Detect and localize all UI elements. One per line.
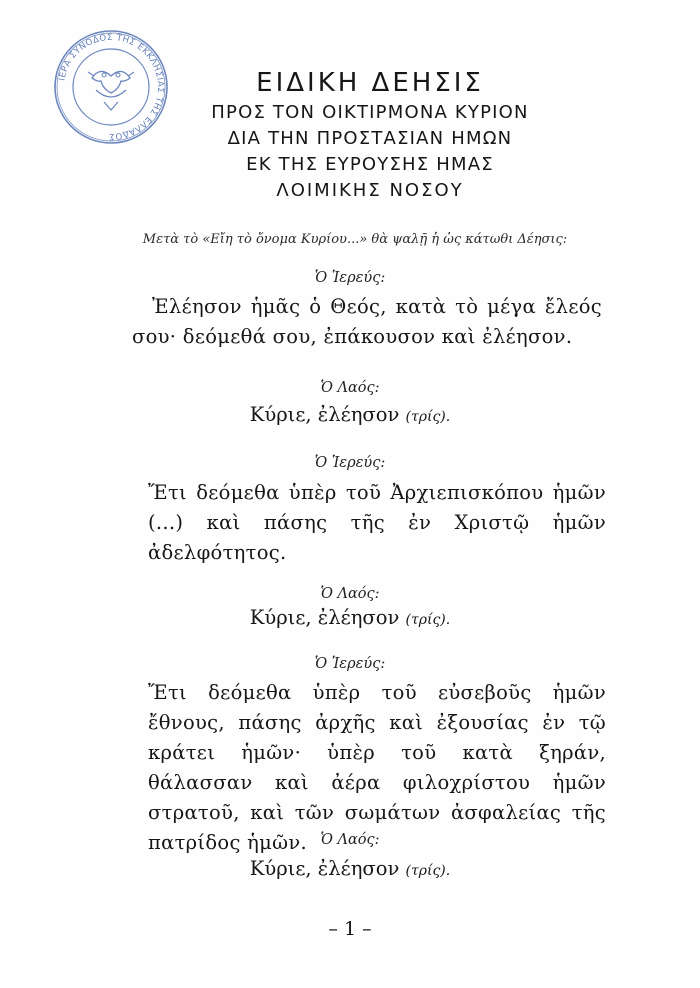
response-note: (τρίς). [405, 863, 451, 879]
response-line [0, 403, 700, 426]
title-line-1: ΠΡΟΣ ΤΟΝ ΟΙΚΤΙΡΜΟΝΑ ΚΥΡΙΟΝ [211, 102, 529, 123]
title-line-4: ΛΟΙΜΙΚΗΣ ΝΟΣΟΥ [276, 180, 464, 201]
svg-text:ΙΕΡΑ ΣΥΝΟΔΟΣ ΤΗΣ ΕΚΚΛΗΣΙΑΣ ΤΗΣ: ΙΕΡΑ ΣΥΝΟΔΟΣ ΤΗΣ ΕΚΚΛΗΣΙΑΣ ΤΗΣ ΕΛΛΑΔΟΣ [57, 32, 166, 142]
rubric-instruction: Μετὰ τὸ «Εἴη τὸ ὄνομα Κυρίου...» θὰ ψαλῇ ἡ ὡς κάτωθι Δέησις: [142, 232, 568, 247]
page-number: – 1 – [328, 918, 372, 940]
petition-text: Ἐλέησον ἡμᾶς ὁ Θεός, κατὰ τὸ μέγα ἔλεός σου· δεόμεθά σου, ἐπάκουσον καὶ ἐλέησον. [132, 295, 602, 348]
document-title: ΕΙΔΙΚΗ ΔΕΗΣΙΣ [256, 68, 484, 98]
title-line-2: ΔΙΑ ΤΗΝ ΠΡΟΣΤΑΣΙΑΝ ΗΜΩΝ [227, 128, 513, 149]
response-text: Κύριε, ἐλέησον [249, 403, 400, 426]
petition-text: Ἔτι δεόμεθα ὑπὲρ τοῦ εὐσεβοῦς ἡμῶν ἔθνους, πάσης ἀρχῆς καὶ ἐξουσίας ἐν τῷ κράτει ἡμῶν· ὑπὲρ τοῦ κατὰ ξηράν, θάλασσαν καὶ ἀέρα φιλοχρίστου ἡμῶν στρατοῦ, καὶ τῶν σωμάτων ἀσφαλείας τῆς πατρίδος ἡμῶν. [148, 681, 606, 854]
petition-text: Ἔτι δεόμεθα ὑπὲρ τοῦ Ἀρχιεπισκόπου ἡμῶν (...) καὶ πάσης τῆς ἐν Χριστῷ ἡμῶν ἀδελφότητος. [148, 481, 606, 564]
title-line-3: ΕΚ ΤΗΣ ΕΥΡΟΥΣΗΣ ΗΜΑΣ [246, 154, 494, 175]
response-text: Κύριε, ἐλέησον [249, 857, 400, 880]
priest-label: Ὁ Ἱερεύς: [314, 656, 386, 672]
response-line [0, 606, 700, 629]
priest-label: Ὁ Ἱερεύς: [314, 455, 386, 471]
response-line [0, 857, 700, 880]
priest-label: Ὁ Ἱερεύς: [314, 270, 386, 286]
people-label: Ὁ Λαός: [320, 586, 380, 602]
people-label: Ὁ Λαός: [320, 832, 380, 848]
response-text: Κύριε, ἐλέησον [249, 606, 400, 629]
response-note: (τρίς). [405, 409, 451, 425]
response-note: (τρίς). [405, 612, 451, 628]
seal-stamp-icon [52, 28, 170, 146]
people-label: Ὁ Λαός: [320, 380, 380, 396]
title-block [160, 66, 580, 204]
